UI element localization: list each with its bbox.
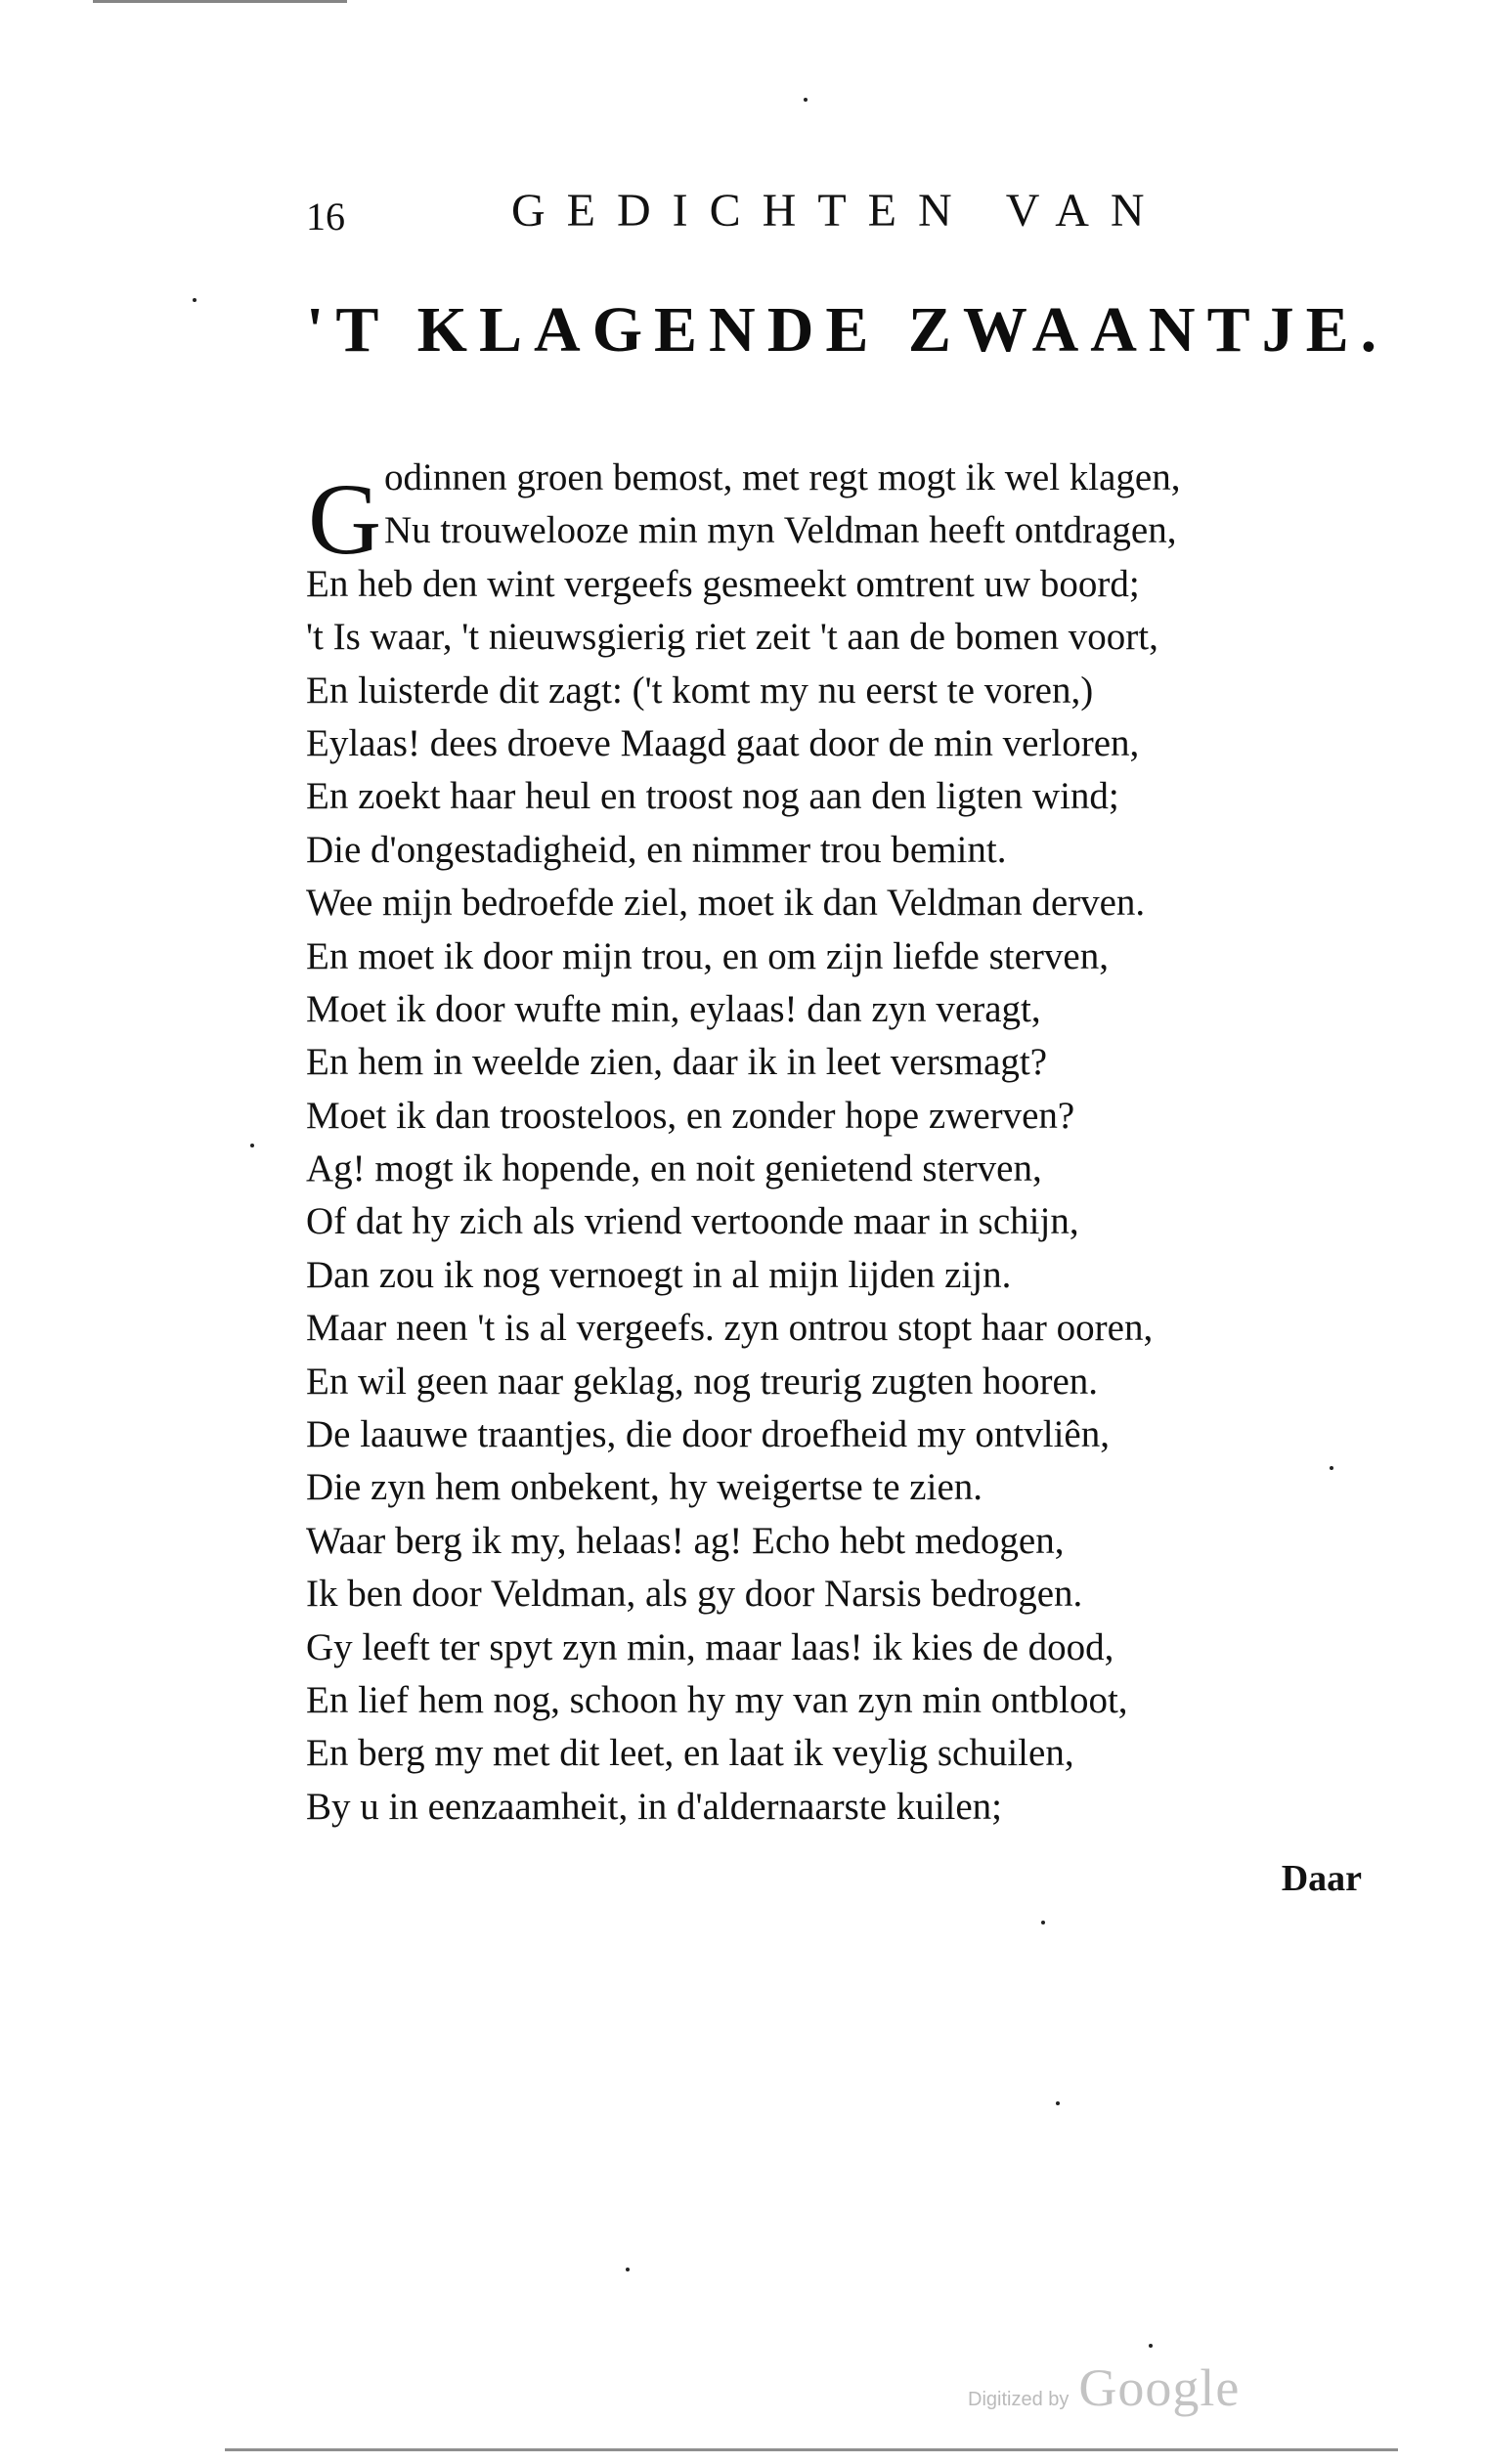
verse-line: Waar berg ik my, helaas! ag! Echo hebt medogen, bbox=[306, 1519, 1065, 1562]
verse-line: En heb den wint vergeefs gesmeekt omtrent uw boord; bbox=[306, 562, 1140, 605]
verse-line: By u in eenzaamheit, in d'aldernaarste kuilen; bbox=[306, 1785, 1003, 1828]
speck bbox=[1056, 2101, 1060, 2105]
verse-line: Gy leeft ter spyt zyn min, maar laas! ik kies de dood, bbox=[306, 1625, 1114, 1668]
verse-line: En zoekt haar heul en troost nog aan den ligten wind; bbox=[306, 775, 1119, 818]
poem-title: 'T KLAGENDE ZWAANTJE. bbox=[306, 294, 1389, 366]
speck bbox=[193, 298, 197, 302]
drop-cap: G bbox=[308, 463, 382, 576]
verse-line: 't Is waar, 't nieuwsgierig riet zeit 't aan de bomen voort, bbox=[306, 616, 1158, 659]
verse-line-text: odinnen groen bemost, met regt mogt ik wel klagen, bbox=[384, 456, 1181, 498]
verse-line: En wil geen naar geklag, nog treurig zugten hooren. bbox=[306, 1360, 1099, 1403]
verse-line: Moet ik dan troosteloos, en zonder hope zwerven? bbox=[306, 1094, 1075, 1137]
bottom-edge-rule bbox=[225, 2448, 1398, 2451]
speck bbox=[804, 98, 808, 102]
verse-line: De laauwe traantjes, die door droefheid my ontvliên, bbox=[306, 1413, 1110, 1456]
speck bbox=[1041, 1921, 1045, 1924]
verse-line: En lief hem nog, schoon hy my van zyn min ontbloot, bbox=[306, 1678, 1128, 1721]
running-head bbox=[306, 184, 1313, 242]
speck bbox=[1330, 1466, 1333, 1470]
top-edge-rule bbox=[93, 0, 347, 3]
catchword: Daar bbox=[1281, 1858, 1362, 1899]
verse-line: Eylaas! dees droeve Maagd gaat door de min verloren, bbox=[306, 721, 1140, 764]
speck bbox=[626, 2268, 630, 2271]
verse-line: En luisterde dit zagt: ('t komt my nu eerst te voren,) bbox=[306, 669, 1094, 712]
running-title: GEDICHTEN VAN bbox=[511, 185, 1166, 237]
digitized-watermark bbox=[968, 2357, 1240, 2418]
speck bbox=[250, 1144, 254, 1147]
verse-line: En moet ik door mijn trou, en om zijn liefde sterven, bbox=[306, 934, 1109, 977]
verse-line: Dan zou ik nog vernoegt in al mijn lijden zijn. bbox=[306, 1253, 1012, 1296]
verse-line: Maar neen 't is al vergeefs. zyn ontrou stopt haar ooren, bbox=[306, 1307, 1154, 1350]
verse-line: Die d'ongestadigheid, en nimmer trou bemint. bbox=[306, 828, 1007, 871]
verse-line: Die zyn hem onbekent, hy weigertse te zien. bbox=[306, 1466, 983, 1509]
poem-body bbox=[306, 452, 1381, 1834]
verse-line: Moet ik door wufte min, eylaas! dan zyn veragt, bbox=[306, 987, 1041, 1030]
verse-line: Of dat hy zich als vriend vertoonde maar in schijn, bbox=[306, 1200, 1079, 1243]
verse-line: En berg my met dit leet, en laat ik veylig schuilen, bbox=[306, 1732, 1074, 1775]
speck bbox=[1149, 2344, 1153, 2348]
verse-line: Ag! mogt ik hopende, en noit genietend sterven, bbox=[306, 1147, 1042, 1190]
verse-line: Nu trouwelooze min myn Veldman heeft ontdragen, bbox=[384, 509, 1177, 552]
watermark-prefix: Digitized by bbox=[968, 2389, 1070, 2410]
page-number: 16 bbox=[306, 195, 345, 238]
google-logo: Google bbox=[1078, 2358, 1241, 2417]
verse-line: En hem in weelde zien, daar ik in leet versmagt? bbox=[306, 1041, 1048, 1084]
verse-line: Wee mijn bedroefde ziel, moet ik dan Veldman derven. bbox=[306, 882, 1146, 925]
verse-line: Ik ben door Veldman, als gy door Narsis bedrogen. bbox=[306, 1573, 1083, 1616]
